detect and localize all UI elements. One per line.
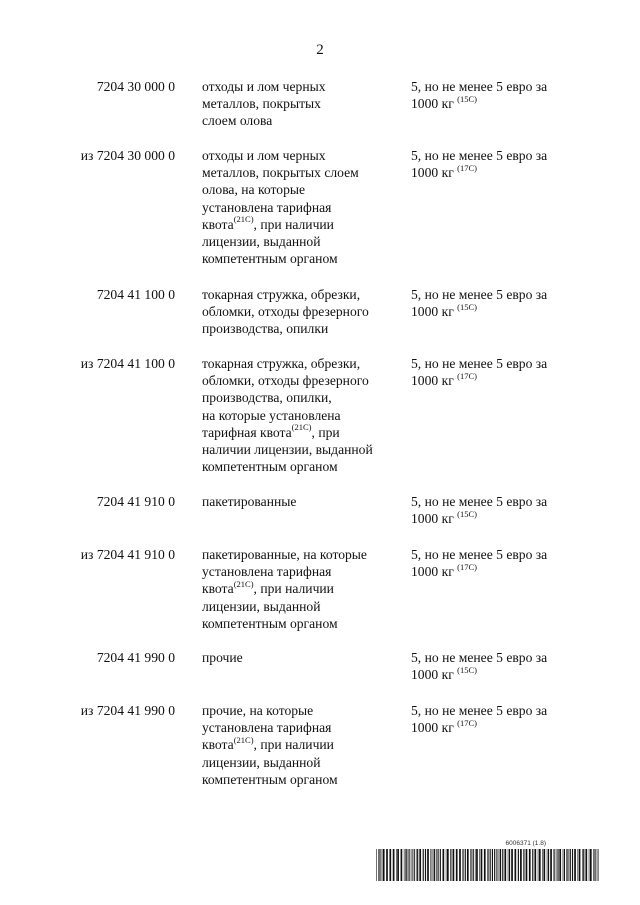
barcode-bar bbox=[583, 849, 584, 881]
goods-description bbox=[202, 286, 397, 338]
description-line bbox=[202, 458, 397, 475]
barcode-bar bbox=[376, 849, 377, 881]
tn-ved-code: из 7204 41 100 0 bbox=[80, 356, 175, 371]
description-line-tail: , при наличии bbox=[253, 737, 334, 753]
description-line-text: на которые установлена bbox=[202, 407, 341, 423]
rate-line-text: 1000 кг bbox=[411, 720, 458, 736]
barcode-bar bbox=[430, 849, 431, 881]
description-line bbox=[202, 250, 397, 267]
barcode-bar bbox=[499, 849, 500, 881]
barcode-bar bbox=[396, 849, 397, 881]
barcode-bar bbox=[496, 849, 497, 881]
barcode-bar bbox=[569, 849, 570, 881]
description-line bbox=[202, 164, 397, 181]
barcode-bar bbox=[566, 849, 567, 881]
description-line bbox=[202, 736, 397, 753]
description-line-text: лицензии, выданной bbox=[202, 598, 321, 614]
barcode-bar bbox=[542, 849, 543, 881]
tn-ved-code: 7204 30 000 0 bbox=[96, 79, 175, 94]
rate-line-text: 5, но не менее 5 евро за bbox=[411, 148, 548, 163]
footnote-ref: (17С) bbox=[457, 717, 478, 728]
barcode-bar bbox=[425, 849, 426, 881]
description-line-text: металлов, покрытых слоем bbox=[202, 165, 359, 181]
description-line-text: слоем олова bbox=[202, 113, 273, 129]
barcode-bar bbox=[440, 849, 441, 881]
barcode-bar bbox=[479, 849, 480, 881]
rate-line bbox=[411, 355, 576, 372]
description-line bbox=[202, 181, 397, 198]
barcode-bar bbox=[475, 849, 476, 881]
goods-description bbox=[202, 78, 397, 130]
barcode-bar bbox=[498, 849, 499, 881]
rate-line bbox=[411, 78, 576, 95]
barcode-bar bbox=[582, 849, 583, 881]
description-line-text: пакетированные, на которые bbox=[202, 547, 367, 562]
barcode-bar bbox=[401, 849, 403, 881]
barcode-bar bbox=[433, 849, 434, 881]
barcode-bar bbox=[427, 849, 429, 881]
rate-line bbox=[411, 95, 576, 112]
barcode-bar bbox=[414, 849, 415, 881]
barcode-bar bbox=[471, 849, 472, 881]
rate-line bbox=[411, 546, 576, 563]
rate-line bbox=[411, 563, 576, 580]
barcode-bar bbox=[492, 849, 493, 881]
barcode-bar bbox=[547, 849, 548, 881]
goods-description bbox=[202, 649, 397, 666]
rate-line bbox=[411, 164, 576, 181]
barcode-bar bbox=[423, 849, 424, 881]
barcode-bar bbox=[543, 849, 545, 881]
footnote-ref: (17С) bbox=[457, 162, 478, 173]
barcode-bar bbox=[473, 849, 474, 881]
footnote-ref: (21С) bbox=[291, 422, 312, 433]
description-line-text: квота bbox=[202, 581, 234, 597]
description-line bbox=[202, 771, 397, 788]
rate-line-text: 1000 кг bbox=[411, 373, 458, 389]
rate-line-text: 1000 кг bbox=[411, 564, 458, 580]
goods-description bbox=[202, 702, 397, 788]
barcode-bar bbox=[432, 849, 433, 881]
description-line-text: компетентным органом bbox=[202, 771, 338, 787]
tn-ved-code: из 7204 41 910 0 bbox=[80, 547, 175, 562]
barcode-bar bbox=[450, 849, 451, 881]
barcode-bar bbox=[405, 849, 406, 881]
description-line-text: установлена тарифная bbox=[202, 199, 332, 215]
description-line-text: наличии лицензии, выданной bbox=[202, 442, 373, 458]
footnote-ref: (17С) bbox=[457, 370, 478, 381]
description-line-text: пакетированные bbox=[202, 494, 297, 509]
barcode-bar bbox=[462, 849, 463, 881]
barcode-bar bbox=[585, 849, 587, 881]
rate-line-text: 5, но не менее 5 евро за bbox=[411, 494, 548, 509]
barcode-bar bbox=[434, 849, 435, 881]
barcode-block bbox=[376, 840, 600, 882]
barcode-bar bbox=[550, 849, 552, 881]
barcode-bar bbox=[488, 849, 489, 881]
description-line-text: установлена тарифная bbox=[202, 720, 332, 736]
description-line-text: прочие, на которые bbox=[202, 703, 314, 718]
barcode-bar bbox=[548, 849, 549, 881]
description-line-text: обломки, отходы фрезерного bbox=[202, 373, 369, 389]
description-line bbox=[202, 78, 397, 95]
description-line-text: лицензии, выданной bbox=[202, 234, 321, 250]
duty-rate bbox=[411, 649, 576, 683]
barcode-bar bbox=[383, 849, 385, 881]
page-number: 2 bbox=[316, 42, 324, 58]
rate-line-text: 1000 кг bbox=[411, 511, 458, 527]
barcode-bar bbox=[453, 849, 455, 881]
description-line bbox=[202, 719, 397, 736]
rate-line bbox=[411, 303, 576, 320]
barcode-bar bbox=[534, 849, 536, 881]
barcode-bar bbox=[504, 849, 506, 881]
barcode-bar bbox=[456, 849, 458, 881]
rate-line bbox=[411, 493, 576, 510]
barcode-bar bbox=[508, 849, 509, 881]
footnote-ref: (21С) bbox=[233, 578, 254, 589]
description-line bbox=[202, 563, 397, 580]
rate-line-text: 1000 кг bbox=[411, 96, 458, 112]
description-line-text: установлена тарифная bbox=[202, 564, 332, 580]
description-line bbox=[202, 303, 397, 320]
rate-line-text: 5, но не менее 5 евро за bbox=[411, 79, 548, 94]
description-line bbox=[202, 95, 397, 112]
description-line-text: отходы и лом черных bbox=[202, 148, 326, 163]
footnote-ref: (15С) bbox=[457, 508, 478, 519]
barcode-bar bbox=[539, 849, 541, 881]
tn-ved-code: 7204 41 910 0 bbox=[96, 494, 175, 509]
description-line-text: токарная стружка, обрезки, bbox=[202, 287, 361, 302]
barcode-bar bbox=[490, 849, 491, 881]
tn-ved-code: 7204 41 990 0 bbox=[96, 650, 175, 665]
description-line-text: компетентным органом bbox=[202, 615, 338, 631]
footnote-ref: (17С) bbox=[457, 561, 478, 572]
description-line-text: олова, на которые bbox=[202, 182, 306, 198]
barcode-bar bbox=[559, 849, 561, 881]
tn-ved-code: 7204 41 100 0 bbox=[96, 287, 175, 302]
barcode-bar bbox=[438, 849, 439, 881]
description-line-text: производства, опилки, bbox=[202, 390, 332, 406]
rate-line bbox=[411, 372, 576, 389]
description-line bbox=[202, 286, 397, 303]
barcode-bar bbox=[523, 849, 524, 881]
barcode-bar bbox=[406, 849, 407, 881]
barcode-bar bbox=[389, 849, 391, 881]
description-line bbox=[202, 754, 397, 771]
description-line-tail: , при наличии bbox=[253, 216, 334, 232]
barcode-bar bbox=[481, 849, 483, 881]
barcode-bar bbox=[589, 849, 590, 881]
description-line bbox=[202, 372, 397, 389]
barcode-bar bbox=[563, 849, 564, 881]
barcode-caption: 6006371 (1.8) bbox=[505, 840, 546, 847]
barcode-bar bbox=[594, 849, 595, 881]
barcode-bar bbox=[597, 849, 598, 881]
barcode-bar bbox=[484, 849, 486, 881]
barcode-bar bbox=[459, 849, 461, 881]
barcode-bar bbox=[446, 849, 447, 881]
description-line bbox=[202, 112, 397, 129]
barcode-bar bbox=[570, 849, 571, 881]
rate-line bbox=[411, 510, 576, 527]
description-line-text: отходы и лом черных bbox=[202, 79, 326, 94]
description-line-text: квота bbox=[202, 737, 234, 753]
description-line bbox=[202, 615, 397, 632]
description-line bbox=[202, 355, 397, 372]
barcode-bar bbox=[554, 849, 555, 881]
barcode-bar bbox=[412, 849, 413, 881]
description-line bbox=[202, 424, 397, 441]
duty-rate bbox=[411, 702, 576, 736]
description-line bbox=[202, 389, 397, 406]
duty-rate bbox=[411, 355, 576, 389]
rate-line bbox=[411, 702, 576, 719]
barcode-bar bbox=[379, 849, 380, 881]
rate-line-text: 5, но не менее 5 евро за bbox=[411, 650, 548, 665]
description-line-text: лицензии, выданной bbox=[202, 754, 321, 770]
barcode-bar bbox=[378, 849, 379, 881]
barcode-bar bbox=[572, 849, 573, 881]
description-line bbox=[202, 580, 397, 597]
barcode-bar bbox=[574, 849, 576, 881]
footnote-ref: (15С) bbox=[457, 301, 478, 312]
description-line-text: компетентным органом bbox=[202, 459, 338, 475]
rate-line-text: 1000 кг bbox=[411, 304, 458, 320]
barcode-bar bbox=[487, 849, 488, 881]
rate-line bbox=[411, 147, 576, 164]
barcode-bar bbox=[502, 849, 503, 881]
barcode-bar bbox=[511, 849, 513, 881]
barcode-bar bbox=[436, 849, 437, 881]
description-line-text: тарифная квота bbox=[202, 424, 292, 440]
barcode-bar bbox=[509, 849, 510, 881]
barcode-bar bbox=[470, 849, 471, 881]
duty-rate bbox=[411, 546, 576, 580]
barcode-bar bbox=[532, 849, 533, 881]
description-line bbox=[202, 493, 397, 510]
rate-line-text: 5, но не менее 5 евро за bbox=[411, 287, 548, 302]
footnote-ref: (15С) bbox=[457, 93, 478, 104]
barcode-image bbox=[376, 849, 600, 881]
description-line bbox=[202, 598, 397, 615]
barcode-bar bbox=[443, 849, 445, 881]
barcode-bar bbox=[382, 849, 383, 881]
barcode-bar bbox=[529, 849, 531, 881]
footnote-ref: (21С) bbox=[233, 734, 254, 745]
barcode-bar bbox=[557, 849, 558, 881]
barcode-bar bbox=[447, 849, 449, 881]
tn-ved-code: из 7204 41 990 0 bbox=[80, 703, 175, 718]
barcode-bar bbox=[476, 849, 478, 881]
description-line bbox=[202, 441, 397, 458]
barcode-bar bbox=[590, 849, 592, 881]
barcode-bar bbox=[397, 849, 399, 881]
description-line-tail: , при bbox=[311, 424, 340, 440]
rate-line bbox=[411, 649, 576, 666]
barcode-bar bbox=[518, 849, 519, 881]
rate-line bbox=[411, 719, 576, 736]
barcode-bar bbox=[411, 849, 412, 881]
footnote-ref: (21С) bbox=[233, 214, 254, 225]
rate-line bbox=[411, 666, 576, 683]
rate-line-text: 5, но не менее 5 евро за bbox=[411, 356, 548, 371]
description-line-text: квота bbox=[202, 216, 234, 232]
duty-rate bbox=[411, 286, 576, 320]
description-line bbox=[202, 216, 397, 233]
rate-line-text: 5, но не менее 5 евро за bbox=[411, 547, 548, 562]
description-line-text: прочие bbox=[202, 650, 243, 665]
barcode-bar bbox=[579, 849, 581, 881]
description-line-text: обломки, отходы фрезерного bbox=[202, 304, 369, 320]
barcode-bar bbox=[556, 849, 557, 881]
barcode-bar bbox=[465, 849, 466, 881]
goods-description bbox=[202, 546, 397, 632]
goods-description bbox=[202, 355, 397, 475]
duty-rate bbox=[411, 493, 576, 527]
footnote-ref: (15С) bbox=[457, 664, 478, 675]
barcode-bar bbox=[564, 849, 565, 881]
description-line bbox=[202, 199, 397, 216]
description-line bbox=[202, 546, 397, 563]
barcode-bar bbox=[467, 849, 469, 881]
rate-line-text: 1000 кг bbox=[411, 165, 458, 181]
rate-line-text: 1000 кг bbox=[411, 667, 458, 683]
rate-line-text: 5, но не менее 5 евро за bbox=[411, 703, 548, 718]
description-line bbox=[202, 649, 397, 666]
barcode-bar bbox=[593, 849, 594, 881]
barcode-bar bbox=[404, 849, 405, 881]
barcode-bar bbox=[419, 849, 421, 881]
barcode-bar bbox=[417, 849, 418, 881]
barcode-bar bbox=[386, 849, 388, 881]
description-line-text: производства, опилки bbox=[202, 321, 329, 337]
tn-ved-code: из 7204 30 000 0 bbox=[80, 148, 175, 163]
duty-rate bbox=[411, 147, 576, 181]
barcode-bar bbox=[520, 849, 522, 881]
barcode-bar bbox=[578, 849, 579, 881]
barcode-bar bbox=[526, 849, 528, 881]
description-line bbox=[202, 147, 397, 164]
barcode-bar bbox=[567, 849, 568, 881]
description-line bbox=[202, 233, 397, 250]
barcode-bar bbox=[494, 849, 495, 881]
barcode-bar bbox=[598, 849, 599, 881]
barcode-bar bbox=[515, 849, 517, 881]
barcode-bar bbox=[500, 849, 501, 881]
duty-rate bbox=[411, 78, 576, 112]
barcode-bar bbox=[416, 849, 417, 881]
description-line-text: металлов, покрытых bbox=[202, 96, 321, 112]
barcode-bar bbox=[538, 849, 539, 881]
description-line-text: токарная стружка, обрезки, bbox=[202, 356, 361, 371]
description-line bbox=[202, 702, 397, 719]
description-line-tail: , при наличии bbox=[253, 581, 334, 597]
barcode-bar bbox=[393, 849, 395, 881]
description-line bbox=[202, 320, 397, 337]
barcode-bar bbox=[558, 849, 559, 881]
description-line-text: компетентным органом bbox=[202, 251, 338, 267]
barcode-bar bbox=[409, 849, 410, 881]
goods-description bbox=[202, 147, 397, 267]
goods-description bbox=[202, 493, 397, 510]
rate-line bbox=[411, 286, 576, 303]
